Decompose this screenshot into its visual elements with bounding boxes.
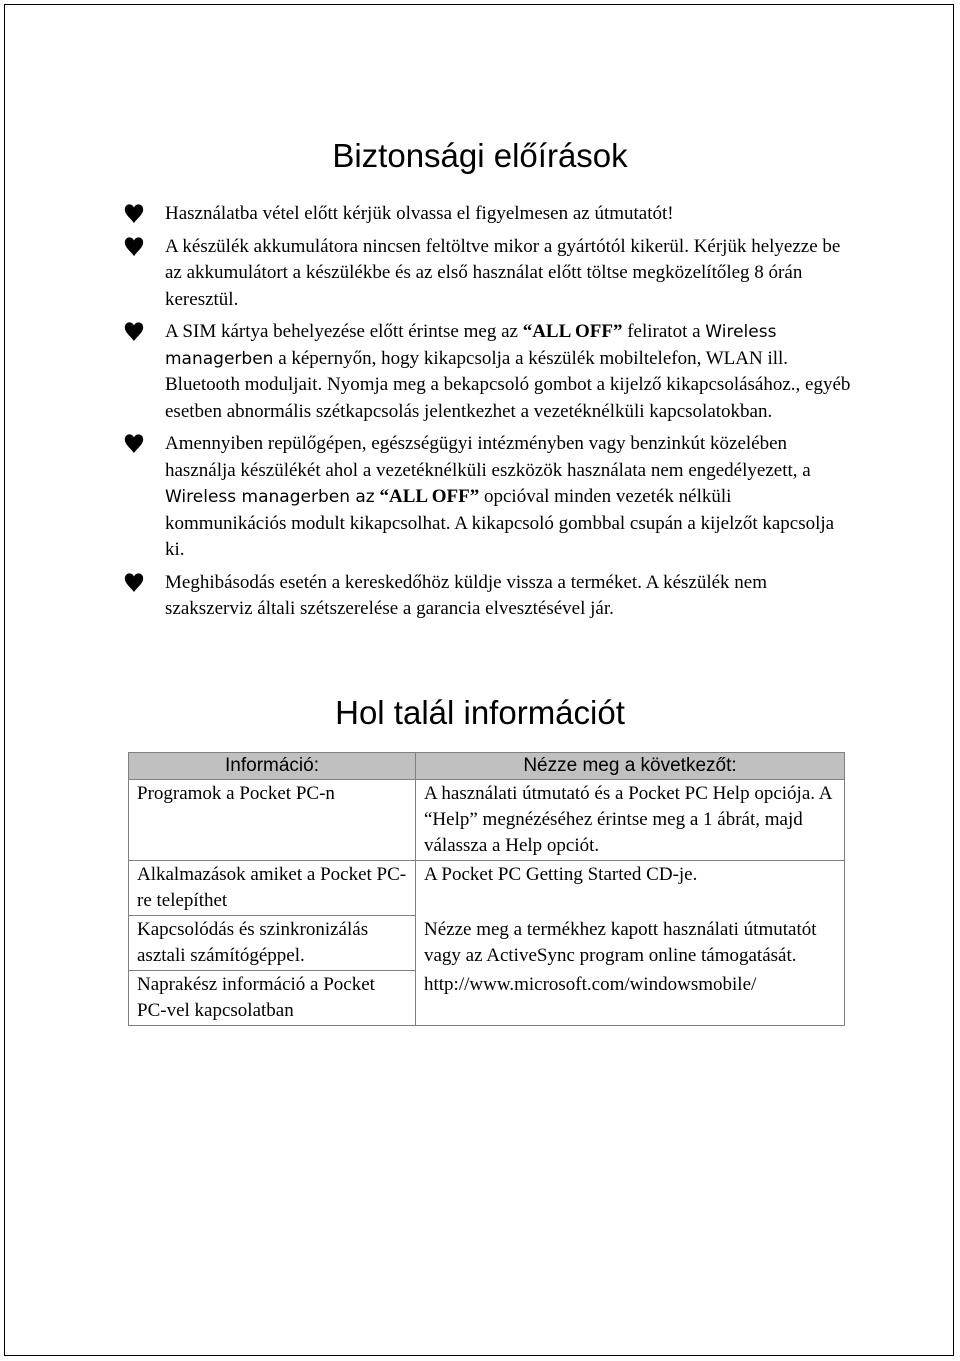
all-off-label: “ALL OFF” — [522, 321, 623, 342]
heart-icon — [123, 321, 145, 343]
list-item — [165, 234, 855, 314]
all-off-label: “ALL OFF” — [374, 486, 480, 507]
table-row — [129, 861, 845, 916]
section-title-safety: Biztonsági előírások — [332, 137, 628, 174]
table-cell: Alkalmazások amiket a Pocket PC-re telepíthet — [129, 861, 416, 916]
bullet-text: Használatba vétel előtt kérjük olvassa el figyelmesen az útmutatót! — [165, 203, 674, 224]
bullet-text: Meghibásodás esetén a kereskedőhöz küldje vissza a terméket. A készülék nem szakszerviz általi szétszerelése a garancia elvesztésével jár. — [165, 571, 767, 619]
table-header-row — [129, 753, 845, 780]
wireless-manager-label: Wireless managerben — [165, 322, 777, 369]
list-item — [165, 431, 855, 564]
document-page — [4, 4, 954, 1356]
heart-icon — [123, 572, 145, 594]
table-row — [129, 971, 845, 1026]
info-table — [128, 752, 845, 1026]
bullet-text-part: opcióval minden vezeték nélküli kommunikációs modult kikapcsolhat. A kikapcsoló gombbal csupán a kijelzőt kapcsolja ki. — [165, 486, 835, 560]
list-item — [165, 201, 855, 228]
section-title-info: Hol talál információt — [335, 694, 625, 731]
bullet-text-part: feliratot a — [622, 321, 706, 342]
heart-icon — [123, 236, 145, 258]
table-header-cell: Információ: — [129, 753, 416, 780]
bullet-text-part: A SIM kártya behelyezése előtt érintse meg az — [165, 321, 523, 342]
table-cell: http://www.microsoft.com/windowsmobile/ — [416, 971, 845, 1026]
list-item — [165, 319, 855, 425]
heart-icon — [123, 203, 145, 225]
table-row — [129, 780, 845, 861]
table-cell: Nézze meg a termékhez kapott használati útmutatót vagy az ActiveSync program online támogatását. — [416, 916, 845, 971]
heart-icon — [123, 433, 145, 455]
table-header-cell: Nézze meg a következőt: — [416, 753, 845, 780]
list-item — [165, 570, 855, 623]
wireless-manager-label: Wireless managerben az — [165, 487, 375, 507]
table-cell: Kapcsolódás és szinkronizálás asztali számítógéppel. — [129, 916, 416, 971]
table-row — [129, 916, 845, 971]
bullet-text: A készülék akkumulátora nincsen feltöltve mikor a gyártótól kikerül. Kérjük helyezze be az akkumulátort a készülékbe és az első használat előtt töltse megközelítőleg 8 órán keresztül. — [165, 235, 841, 310]
safety-bullet-list — [165, 201, 855, 629]
table-cell: A Pocket PC Getting Started CD-je. — [416, 861, 845, 916]
table-cell: A használati útmutató és a Pocket PC Help opciója. A “Help” megnézéséhez érintse meg a 1 ábrát, majd válassza a Help opciót. — [416, 780, 845, 861]
table-cell: Programok a Pocket PC-n — [129, 780, 416, 861]
bullet-text-part: a képernyőn, hogy kikapcsolja a készülék mobiltelefon, WLAN ill. Bluetooth moduljait. Nyomja meg a bekapcsoló gombot a kijelző kikapcsolásához., egyéb esetben abnormális szétkapcsolás jelentkezhet a vezetéknélküli kapcsolatokban. — [165, 347, 851, 422]
table-cell: Naprakész információ a Pocket PC-vel kapcsolatban — [129, 971, 416, 1026]
bullet-text-part: Amennyiben repülőgépen, egészségügyi intézményben vagy benzinkút közelében használja készülékét ahol a vezetéknélküli eszközök használata nem engedélyezett, a — [165, 433, 811, 481]
